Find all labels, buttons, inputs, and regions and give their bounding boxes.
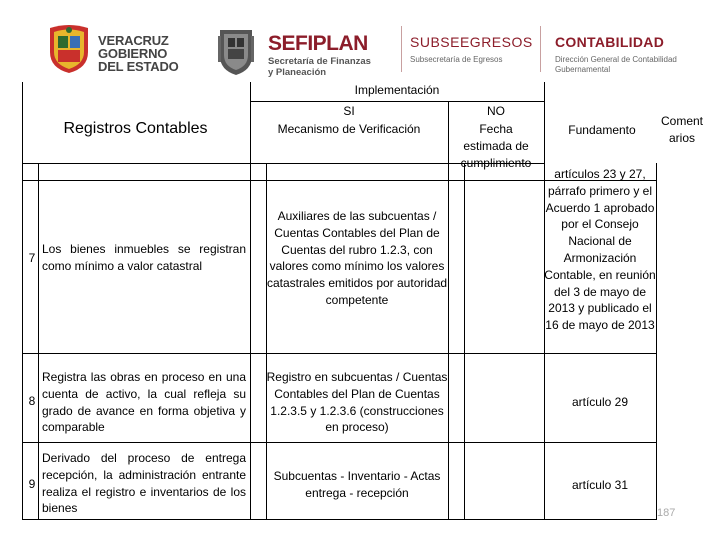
sefiplan-subtitle-2: y Planeación [268, 67, 327, 78]
grid-line [464, 163, 465, 520]
grid-line [38, 163, 39, 520]
veracruz-shield-icon [46, 22, 92, 74]
sefiplan-subtitle [268, 56, 371, 78]
page-header [0, 0, 720, 82]
header-divider [540, 26, 541, 72]
subegresos-title: SUBSEEGRESOS [410, 34, 533, 50]
sefiplan-title: SEFIPLAN [268, 32, 368, 55]
contabilidad-title: CONTABILIDAD [555, 34, 665, 50]
header-implementacion: Implementación [354, 83, 440, 97]
row-number: 8 [28, 394, 36, 408]
row-mecanismo: Auxiliares de las subcuentas / Cuentas Contables del Plan de Cuentas del rubro 1.2.3, con valores como mínimo los valores catastrales emitidos por autoridad competente [266, 209, 448, 307]
grid-line [250, 82, 251, 520]
header-comentarios-1: Coment [660, 114, 704, 128]
grid-line [22, 353, 657, 354]
sefiplan-shield-icon [214, 26, 258, 76]
row-registro: Registra las obras en proceso en una cuenta de activo, la cual refleja su grado de avance en forma objetiva y comparable [42, 370, 246, 435]
grid-line [22, 442, 657, 443]
header-mecanismo: Mecanismo de Verificación [277, 122, 421, 136]
veracruz-logo-text [98, 34, 179, 73]
contabilidad-subtitle [555, 55, 677, 75]
row-mecanismo: Subcuentas - Inventario - Actas entrega - recepción [273, 469, 441, 500]
grid-line [250, 101, 544, 102]
header-si: SI [343, 104, 355, 118]
row-fundamento: artículo 31 [571, 478, 629, 492]
veracruz-line-1: VERACRUZ [98, 33, 169, 48]
row-number: 9 [28, 477, 36, 491]
header-fecha-3: cumplimiento [460, 156, 532, 170]
veracruz-line-2: GOBIERNO [98, 46, 168, 61]
row-fundamento: artículo 29 [571, 395, 629, 409]
row-number: 7 [28, 251, 36, 265]
sefiplan-subtitle-1: Secretaría de Finanzas [268, 56, 371, 67]
grid-line [22, 82, 23, 520]
subegresos-subtitle: Subsecretaría de Egresos [410, 55, 503, 64]
grid-line [656, 163, 657, 520]
contabilidad-subtitle-1: Dirección General de Contabilidad [555, 55, 677, 64]
veracruz-line-3: DEL ESTADO [98, 59, 179, 74]
row-registro: Derivado del proceso de entrega recepción, la administración entrante realiza el registro e inventarios de los bienes [42, 451, 246, 516]
header-divider [401, 26, 402, 72]
header-fundamento: Fundamento [568, 123, 636, 137]
header-registros: Registros Contables [63, 120, 208, 137]
page-number: 187 [657, 507, 676, 519]
header-comentarios-2: arios [668, 131, 695, 145]
row-registro: Los bienes inmuebles se registran como mínimo a valor catastral [42, 242, 246, 273]
row-mecanismo: Registro en subcuentas / Cuentas Contables del Plan de Cuentas 1.2.3.5 y 1.2.3.6 (construcciones en proceso) [266, 370, 448, 435]
grid-line [22, 519, 657, 520]
header-no: NO [487, 104, 505, 118]
contabilidad-subtitle-2: Gubernamental [555, 65, 611, 74]
header-fecha-1: Fecha [479, 122, 513, 136]
row-fundamento: artículos 23 y 27, párrafo primero y el Acuerdo 1 aprobado por el Consejo Nacional de Armonización Contable, en reunión del 3 de mayo de 2013 y publicado el 16 de mayo de 2013 [544, 167, 656, 333]
header-fecha-2: estimada de [463, 139, 529, 153]
